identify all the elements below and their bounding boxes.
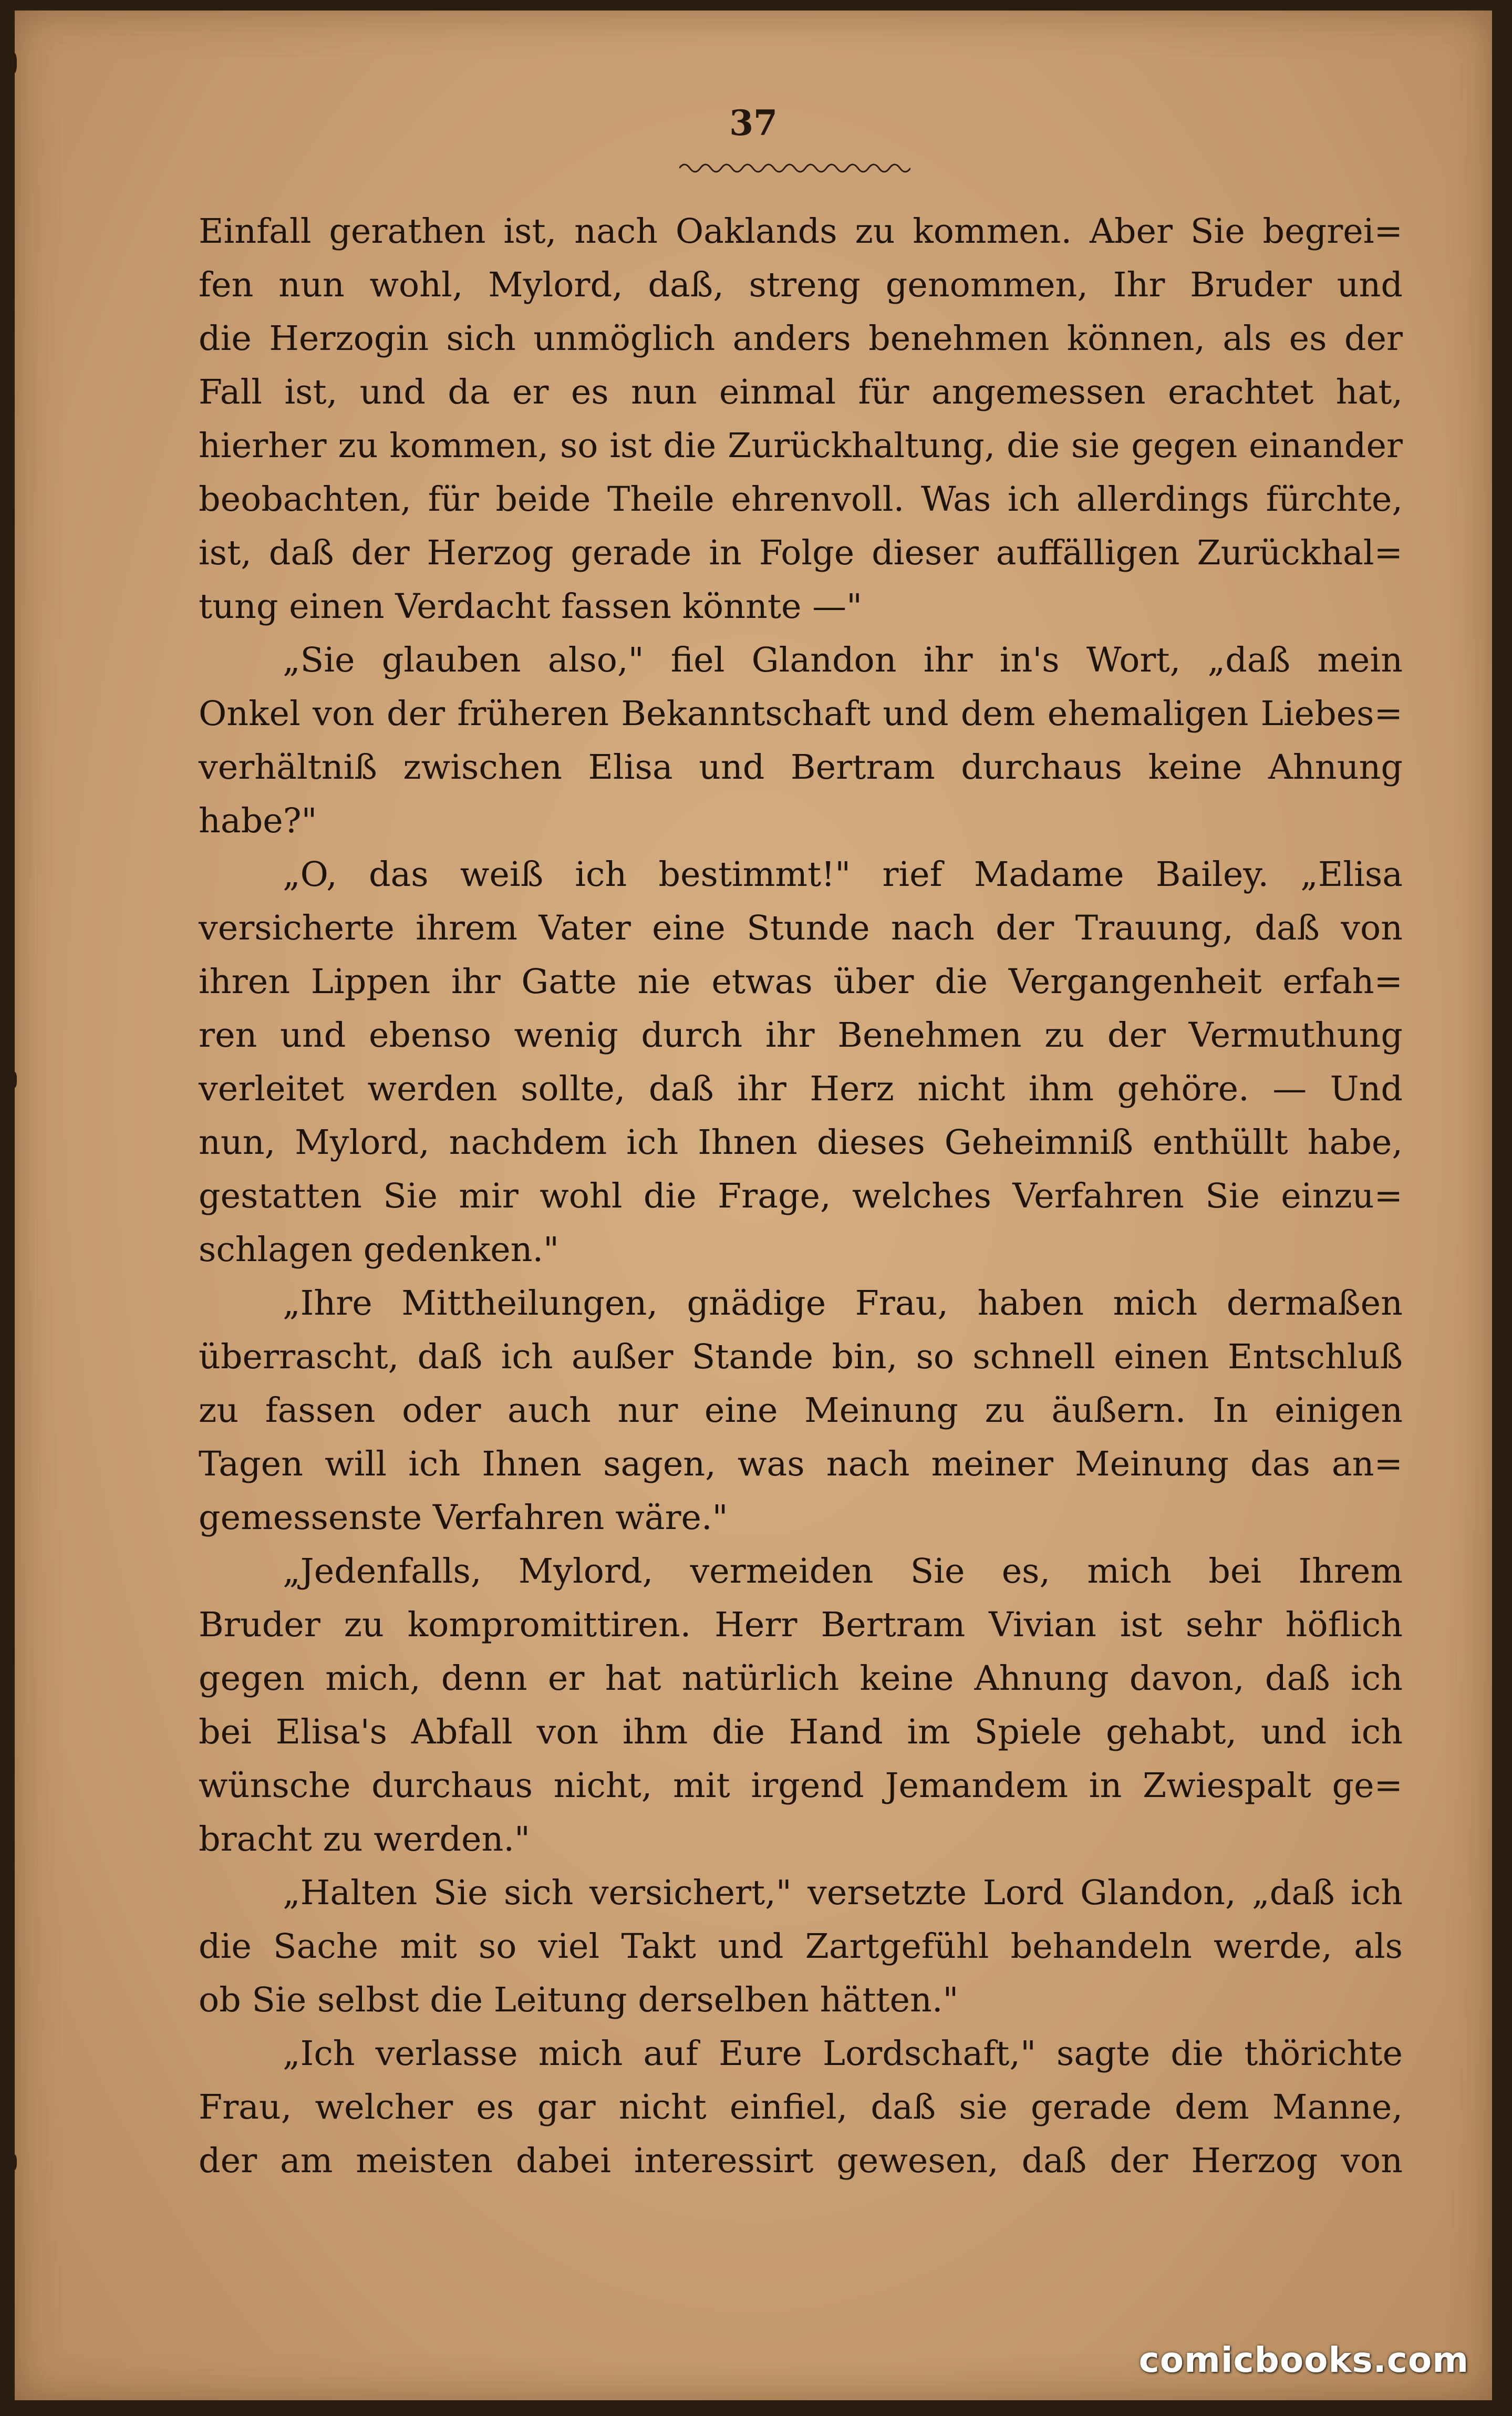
text-line: Onkel von der früheren Bekanntschaft und dem ehemaligen Liebes= (199, 694, 1403, 734)
text-line: Tagen will ich Ihnen sagen, was nach meiner Meinung das an= (199, 1444, 1403, 1484)
text-line: überrascht, daß ich außer Stande bin, so schnell einen Entschluß (199, 1337, 1403, 1377)
text-line: Bruder zu kompromittiren. Herr Bertram Vivian ist sehr höflich (199, 1605, 1403, 1645)
text-line: Frau, welcher es gar nicht einfiel, daß sie gerade dem Manne, (199, 2088, 1403, 2127)
wavy-rule-ornament (679, 159, 910, 174)
text-line: ren und ebenso wenig durch ihr Benehmen zu der Vermuthung (199, 1016, 1403, 1055)
text-line: ist, daß der Herzog gerade in Folge dieser auffälligen Zurückhal= (199, 533, 1403, 573)
book-page (15, 11, 1492, 2400)
text-line: habe?" (199, 801, 317, 841)
text-line: gestatten Sie mir wohl die Frage, welches Verfahren Sie einzu= (199, 1176, 1403, 1216)
text-line: „Ich verlasse mich auf Eure Lordschaft," sagte die thörichte (283, 2034, 1403, 2073)
text-line: verhältniß zwischen Elisa und Bertram durchaus keine Ahnung (199, 748, 1403, 787)
text-line: gegen mich, denn er hat natürlich keine Ahnung davon, daß ich (199, 1659, 1403, 1698)
text-line: ob Sie selbst die Leitung derselben hätten." (199, 1980, 959, 2020)
text-line: die Herzogin sich unmöglich anders benehmen können, als es der (199, 319, 1403, 358)
text-line: nun, Mylord, nachdem ich Ihnen dieses Geheimniß enthüllt habe, (199, 1123, 1403, 1162)
text-line: verleitet werden sollte, daß ihr Herz nicht ihm gehöre. — Und (199, 1069, 1403, 1109)
text-line: hierher zu kommen, so ist die Zurückhaltung, die sie gegen einander (199, 426, 1403, 466)
text-line: schlagen gedenken." (199, 1230, 560, 1269)
edge-stain (9, 53, 17, 74)
text-line: „Sie glauben also," fiel Glandon ihr in's Wort, „daß mein (283, 641, 1403, 680)
text-line: bracht zu werden." (199, 1820, 530, 1859)
text-line: beobachten, für beide Theile ehrenvoll. Was ich allerdings fürchte, (199, 480, 1403, 519)
text-line: der am meisten dabei interessirt gewesen, daß der Herzog von (199, 2141, 1403, 2181)
edge-stain (12, 1072, 17, 1088)
text-line: Einfall gerathen ist, nach Oaklands zu kommen. Aber Sie begrei= (199, 212, 1403, 251)
text-line: gemessenste Verfahren wäre." (199, 1498, 728, 1537)
text-line: bei Elisa's Abfall von ihm die Hand im Spiele gehabt, und ich (199, 1712, 1403, 1752)
site-watermark: comicbooks.com (1138, 2340, 1469, 2380)
text-line: fen nun wohl, Mylord, daß, streng genommen, Ihr Bruder und (199, 265, 1403, 305)
text-line: Fall ist, und da er es nun einmal für angemessen erachtet hat, (199, 373, 1403, 412)
text-line: zu fassen oder auch nur eine Meinung zu äußern. In einigen (199, 1391, 1403, 1430)
text-line: wünsche durchaus nicht, mit irgend Jemandem in Zwiespalt ge= (199, 1766, 1403, 1805)
text-line: versicherte ihrem Vater eine Stunde nach der Trauung, daß von (199, 908, 1403, 948)
text-line: „Halten Sie sich versichert," versetzte Lord Glandon, „daß ich (283, 1873, 1403, 1913)
body-text (199, 205, 1403, 2188)
text-line: die Sache mit so viel Takt und Zartgefühl behandeln werde, als (199, 1927, 1403, 1966)
text-line: ihren Lippen ihr Gatte nie etwas über die Vergangenheit erfah= (199, 962, 1403, 1001)
edge-stain (11, 2154, 17, 2170)
text-line: tung einen Verdacht fassen könnte —" (199, 587, 863, 626)
text-line: „O, das weiß ich bestimmt!" rief Madame Bailey. „Elisa (283, 855, 1403, 894)
page-number: 37 (729, 102, 778, 143)
text-line: „Jedenfalls, Mylord, vermeiden Sie es, mich bei Ihrem (283, 1552, 1403, 1591)
text-line: „Ihre Mittheilungen, gnädige Frau, haben mich dermaßen (283, 1284, 1403, 1323)
